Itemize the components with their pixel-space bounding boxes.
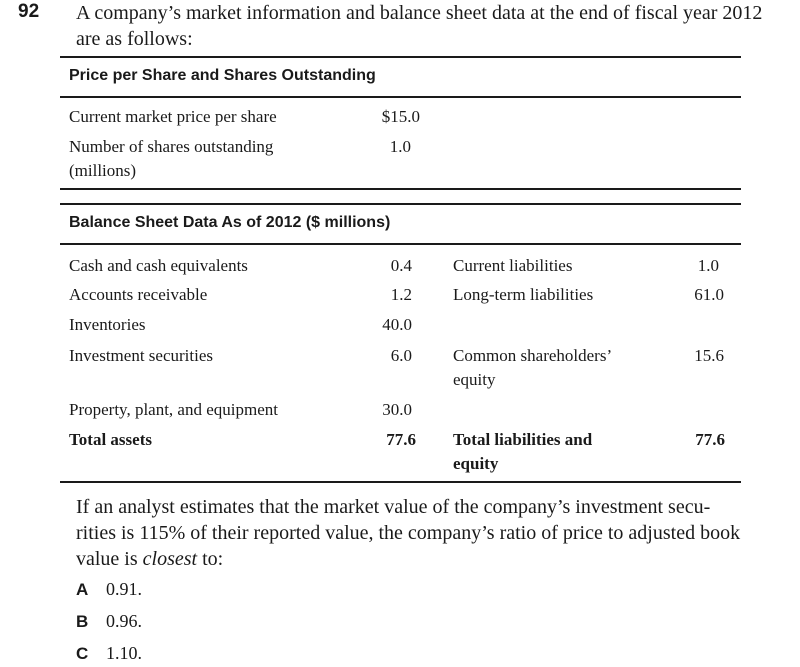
option-text: 1.10.: [106, 643, 142, 663]
liability-value: 15.6: [694, 346, 724, 365]
total-liabilities-label-cont: equity: [453, 454, 499, 473]
option-c[interactable]: [76, 643, 142, 664]
followup-text-end: to:: [197, 548, 224, 570]
question-stem: A company’s market information and balance sheet data at the end of fiscal year 2012 are as follows:: [76, 2, 763, 50]
followup-question: [76, 494, 746, 572]
asset-label: Cash and cash equivalents: [69, 256, 248, 275]
asset-value: 0.4: [390, 256, 412, 275]
option-text: 0.91.: [106, 579, 142, 599]
table1-title: Price per Share and Shares Outstanding: [69, 67, 376, 84]
liability-label-cont: equity: [453, 370, 496, 389]
total-assets-label: Total assets: [69, 430, 152, 449]
table1-row-value: 1.0: [389, 137, 411, 156]
table2-bottom-rule: [60, 481, 741, 483]
table2-title: Balance Sheet Data As of 2012 ($ millions): [69, 214, 391, 231]
asset-label: Accounts receivable: [69, 285, 208, 304]
option-text: 0.96.: [106, 611, 142, 631]
followup-text: If an analyst estimates that the market value of the company’s investment secu-rities is 115% of their reported value, the company’s ratio of price to adjusted book value is: [76, 496, 741, 570]
option-b[interactable]: [76, 611, 142, 632]
liability-value: 1.0: [697, 256, 719, 275]
table1-header-rule: [60, 96, 741, 98]
asset-label: Investment securities: [69, 346, 213, 365]
question-number: 92: [18, 1, 40, 22]
total-liabilities-value: 77.6: [695, 430, 725, 449]
liability-label: Common shareholders’: [453, 346, 613, 365]
table1-row-value: $15.0: [381, 107, 420, 126]
asset-value: 30.0: [382, 400, 412, 419]
total-liabilities-label: Total liabilities and: [453, 430, 593, 449]
table1-top-rule: [60, 56, 741, 58]
option-letter: C: [76, 644, 89, 663]
asset-label: Inventories: [69, 315, 146, 334]
table1-row-label: Number of shares outstanding: [69, 137, 274, 156]
option-letter: A: [76, 580, 89, 599]
asset-label: Property, plant, and equipment: [69, 400, 278, 419]
liability-label: Long-term liabilities: [453, 285, 594, 304]
table1-row-label: Current market price per share: [69, 107, 277, 126]
table2-top-rule: [60, 203, 741, 205]
option-letter: B: [76, 612, 89, 631]
table2-header-rule: [60, 243, 741, 245]
asset-value: 6.0: [390, 346, 412, 365]
liability-label: Current liabilities: [453, 256, 573, 275]
option-a[interactable]: [76, 579, 142, 600]
table1-bottom-rule: [60, 188, 741, 190]
asset-value: 40.0: [382, 315, 412, 334]
table1-row-label-cont: (millions): [69, 161, 137, 180]
asset-value: 1.2: [390, 285, 412, 304]
liability-value: 61.0: [694, 285, 724, 304]
followup-emphasis: closest: [142, 548, 198, 570]
total-assets-value: 77.6: [386, 430, 416, 449]
